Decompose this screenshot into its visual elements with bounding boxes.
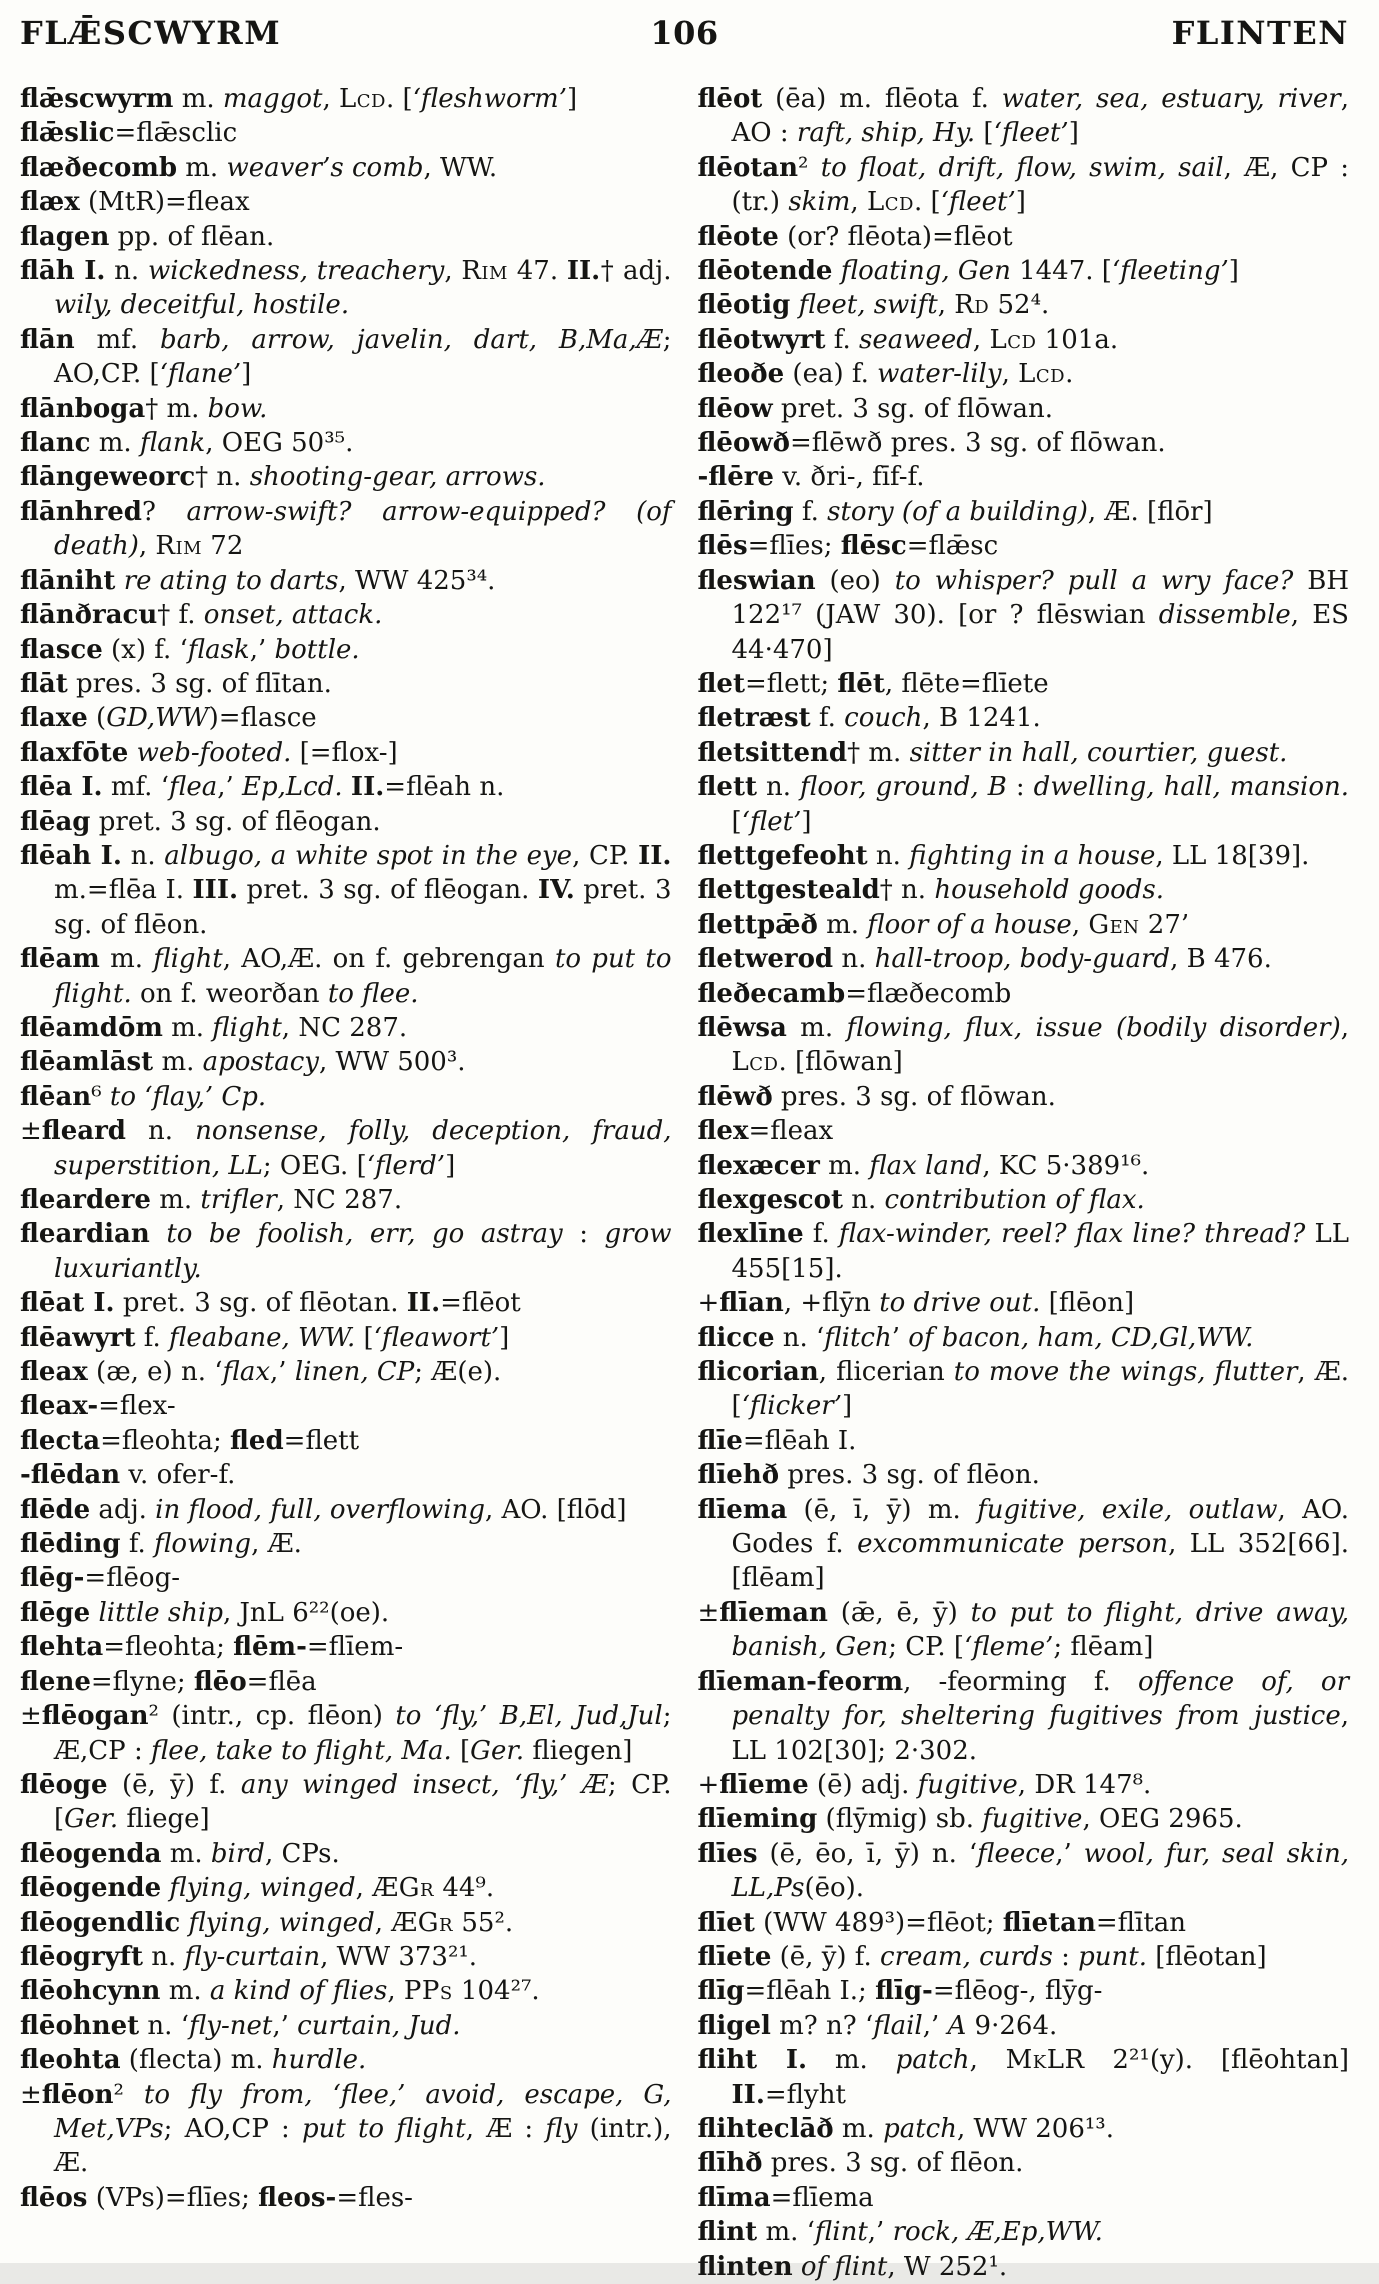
dictionary-entry: fletwerod n. hall-troop, body-guard, B 476. <box>697 944 1272 975</box>
dictionary-entry: flēam m. flight, AO,Æ. on f. gebrengan to put to flight. on f. weorðan to flee. <box>20 944 672 1009</box>
dictionary-entry: ±flīeman (ǣ, ē, ȳ) to put to flight, drive away, banish, Gen; CP. [‘fleme’; flēam] <box>697 1597 1349 1663</box>
dictionary-entry: flettgesteald† n. household goods. <box>697 875 1165 906</box>
dictionary-entry: fleðecamb=flæðecomb <box>697 978 1012 1009</box>
column-right <box>698 82 1350 2284</box>
dictionary-entry: flēde adj. in flood, full, overflowing, AO. [flōd] <box>20 1494 627 1525</box>
dictionary-entry: flēah I. n. albugo, a white spot in the eye, CP. II. m.=flēa I. III. pret. 3 sg. of flēogan. IV. pret. 3 sg. of flēon. <box>20 840 672 940</box>
dictionary-entry: flēogendlic flying, winged, ÆGr 55². <box>20 1907 514 1938</box>
dictionary-entry: flīehð pres. 3 sg. of flēon. <box>697 1460 1040 1491</box>
dictionary-entry: flagen pp. of flēan. <box>20 221 275 252</box>
dictionary-entry: ±fleard n. nonsense, folly, deception, fraud, superstition, LL; OEG. [‘flerd’] <box>20 1116 672 1181</box>
dictionary-entry: flēs=flīes; flēsc=flǣsc <box>697 531 999 562</box>
dictionary-entry: flēogenda m. bird, CPs. <box>20 1838 340 1869</box>
running-head-left: FLǢSCWYRM <box>20 14 282 52</box>
dictionary-entry: flinten of flint, W 252¹. <box>697 2251 1008 2282</box>
dictionary-entry: flēan⁶ to ‘flay,’ Cp. <box>20 1081 267 1112</box>
running-head-right: FLINTEN <box>1171 14 1349 52</box>
dictionary-entry: flēotwyrt f. seaweed, Lcd 101a. <box>697 324 1119 355</box>
dictionary-entry: flēge little ship, JnL 6²²(oe). <box>20 1597 390 1628</box>
dictionary-entry: flēot (ēa) m. flēota f. water, sea, estuary, river, AO : raft, ship, Hy. [‘fleet’] <box>697 84 1349 149</box>
dictionary-entry: flānhred? arrow-swift? arrow-equipped? (of death), Rim 72 <box>20 496 672 562</box>
dictionary-entry: flēowð=flēwð pres. 3 sg. of flōwan. <box>697 428 1166 459</box>
dictionary-entry: flīhð pres. 3 sg. of flēon. <box>697 2148 1024 2179</box>
dictionary-entry: flaxe (GD,WW)=flasce <box>20 703 317 734</box>
dictionary-entry: -flēre v. ðri-, fīf-f. <box>697 462 925 493</box>
dictionary-entry: flicce n. ‘flitch’ of bacon, ham, CD,Gl,WW. <box>697 1322 1254 1353</box>
dictionary-entry: ±flēon² to fly from, ‘flee,’ avoid, escape, G, Met,VPs; AO,CP : put to flight, Æ : fly (intr.), Æ. <box>20 2079 672 2179</box>
dictionary-entry: flēotende floating, Gen 1447. [‘fleeting’] <box>697 256 1239 287</box>
dictionary-entry: flecta=fleohta; fled=flett <box>20 1425 360 1456</box>
page-number: 106 <box>650 14 719 52</box>
dictionary-entry: flīet (WW 489³)=flēot; flīetan=flītan <box>697 1907 1187 1938</box>
dictionary-entry: fleswian (eo) to whisper? pull a wry face? BH 122¹⁷ (JAW 30). [or ? flēswian dissemble, ES 44·470] <box>697 565 1350 665</box>
dictionary-entry: flēwsa m. flowing, flux, issue (bodily disorder), Lcd. [flōwan] <box>697 1012 1349 1078</box>
dictionary-entry: flāniht re ating to darts, WW 425³⁴. <box>20 565 496 596</box>
dictionary-entry: fleohta (flecta) m. hurdle. <box>20 2045 367 2076</box>
dictionary-entry: flettgefeoht n. fighting in a house, LL 18[39]. <box>697 840 1310 871</box>
dictionary-entry: fligel m? n? ‘flail,’ A 9·264. <box>697 2010 1058 2041</box>
dictionary-entry: fletsittend† m. sitter in hall, courtier, guest. <box>697 737 1288 768</box>
dictionary-entry: flīeming (flȳmig) sb. fugitive, OEG 2965. <box>697 1804 1243 1835</box>
dictionary-entry: flēg-=flēog- <box>20 1563 181 1594</box>
dictionary-entry: flēawyrt f. fleabane, WW. [‘fleawort’] <box>20 1322 510 1353</box>
dictionary-entry: flēogryft n. fly-curtain, WW 373²¹. <box>20 1941 478 1972</box>
dictionary-entry: flāt pres. 3 sg. of flītan. <box>20 668 332 699</box>
dictionary-entry: flaxfōte web-footed. [=flox-] <box>20 737 398 768</box>
dictionary-entry: flīeman-feorm, -feorming f. offence of, or penalty for, sheltering fugitives from justice, LL 102[30]; 2·302. <box>697 1666 1349 1766</box>
dictionary-entry: flēamdōm m. flight, NC 287. <box>20 1012 408 1043</box>
dictionary-entry: flēohnet n. ‘fly-net,’ curtain, Jud. <box>20 2010 461 2041</box>
dictionary-entry: flēat I. pret. 3 sg. of flēotan. II.=flēot <box>20 1288 521 1319</box>
dictionary-entry: flēote (or? flēota)=flēot <box>697 221 1013 252</box>
dictionary-entry: flēag pret. 3 sg. of flēogan. <box>20 806 381 837</box>
dictionary-entry: flēogende flying, winged, ÆGr 44⁹. <box>20 1873 495 1904</box>
dictionary-entry: flānboga† m. bow. <box>20 393 268 424</box>
dictionary-entry: ±flēogan² (intr., cp. flēon) to ‘fly,’ B,El, Jud,Jul; Æ,CP : flee, take to flight, Ma. [Ger. fliegen] <box>20 1701 672 1766</box>
dictionary-entry: flēoge (ē, ȳ) f. any winged insect, ‘fly,’ Æ; CP. [Ger. fliege] <box>20 1769 672 1835</box>
text-columns <box>20 82 1349 2284</box>
dictionary-entry: flīg=flēah I.; flīg-=flēog-, flȳg- <box>697 1976 1103 2007</box>
dictionary-entry: flēring f. story (of a building), Æ. [flōr] <box>697 496 1213 527</box>
dictionary-entry: flēos (VPs)=flīes; fleos-=fles- <box>20 2182 413 2213</box>
dictionary-entry: flēding f. flowing, Æ. <box>20 1529 302 1560</box>
dictionary-entry: flǣslic=flǣsclic <box>20 118 238 149</box>
dictionary-entry: flene=flyne; flēo=flēa <box>20 1666 317 1697</box>
dictionary-entry: flexæcer m. flax land, KC 5·389¹⁶. <box>697 1150 1150 1181</box>
dictionary-entry: flīma=flīema <box>697 2182 874 2213</box>
dictionary-entry: flāngeweorc† n. shooting-gear, arrows. <box>20 462 546 493</box>
dictionary-entry: flexlīne f. flax-winder, reel? flax line? thread? LL 455[15]. <box>697 1219 1349 1284</box>
dictionary-entry: -flēdan v. ofer-f. <box>20 1460 236 1491</box>
column-left <box>20 82 672 2284</box>
running-head <box>20 14 1349 52</box>
dictionary-entry: fleoðe (ea) f. water-lily, Lcd. <box>697 359 1074 390</box>
dictionary-entry: flint m. ‘flint,’ rock, Æ,Ep,WW. <box>697 2217 1103 2248</box>
dictionary-entry: flex=fleax <box>697 1116 834 1147</box>
dictionary-entry: +flīeme (ē) adj. fugitive, DR 147⁸. <box>697 1769 1152 1800</box>
dictionary-entry: fleax-=flex- <box>20 1391 176 1422</box>
dictionary-entry: flīes (ē, ēo, ī, ȳ) n. ‘fleece,’ wool, fur, seal skin, LL,Ps(ēo). <box>697 1838 1350 1904</box>
dictionary-entry: flīete (ē, ȳ) f. cream, curds : punt. [flēotan] <box>697 1941 1267 1972</box>
dictionary-entry: flasce (x) f. ‘flask,’ bottle. <box>20 634 360 665</box>
dictionary-entry: flēotan² to float, drift, flow, swim, sail, Æ, CP : (tr.) skim, Lcd. [‘fleet’] <box>697 152 1350 218</box>
dictionary-entry: flettpǣð m. floor of a house, Gen 27’ <box>697 909 1190 940</box>
dictionary-entry: flēamlāst m. apostacy, WW 500³. <box>20 1047 466 1078</box>
dictionary-entry: flæðecomb m. weaver’s comb, WW. <box>20 152 498 183</box>
dictionary-entry: flett n. floor, ground, B : dwelling, hall, mansion. [‘flet’] <box>697 772 1349 837</box>
dictionary-entry: flānðracu† f. onset, attack. <box>20 600 383 631</box>
dictionary-entry: flāh I. n. wickedness, treachery, Rim 47. II.† adj. wily, deceitful, hostile. <box>20 256 672 321</box>
dictionary-entry: fleax (æ, e) n. ‘flax,’ linen, CP; Æ(e). <box>20 1357 502 1388</box>
dictionary-entry: flihteclāð m. patch, WW 206¹³. <box>697 2113 1114 2144</box>
dictionary-entry: fleardere m. trifler, NC 287. <box>20 1185 403 1215</box>
dictionary-entry: flicorian, flicerian to move the wings, flutter, Æ. [‘flicker’] <box>697 1357 1349 1422</box>
dictionary-entry: flēotig fleet, swift, Rd 52⁴. <box>697 290 1050 321</box>
dictionary-entry: fliht I. m. patch, MkLR 2²¹(y). [flēohtan] II.=flyht <box>697 2045 1350 2110</box>
dictionary-entry: flēa I. mf. ‘flea,’ Ep,Lcd. II.=flēah n. <box>20 772 505 803</box>
dictionary-entry: flēwð pres. 3 sg. of flōwan. <box>697 1081 1056 1112</box>
dictionary-entry: flīema (ē, ī, ȳ) m. fugitive, exile, outlaw, AO. Godes f. excommunicate person, LL 352[66]. [flēam] <box>697 1494 1349 1594</box>
dictionary-entry: flæx (MtR)=fleax <box>20 187 250 218</box>
dictionary-entry: flexgescot n. contribution of flax. <box>697 1185 1145 1215</box>
dictionary-entry: flet=flett; flēt, flēte=flīete <box>697 668 1049 699</box>
dictionary-entry: fletræst f. couch, B 1241. <box>697 703 1041 734</box>
dictionary-entry: flēohcynn m. a kind of flies, PPs 104²⁷. <box>20 1976 540 2007</box>
dictionary-entry: flǣscwyrm m. maggot, Lcd. [‘fleshworm’] <box>20 84 578 114</box>
dictionary-entry: fleardian to be foolish, err, go astray : grow luxuriantly. <box>20 1219 672 1284</box>
dictionary-entry: flān mf. barb, arrow, javelin, dart, B,Ma,Æ; AO,CP. [‘flane’] <box>20 324 672 390</box>
dictionary-entry: flīe=flēah I. <box>697 1425 857 1456</box>
dictionary-entry: flēow pret. 3 sg. of flōwan. <box>697 393 1053 424</box>
dictionary-entry: flehta=fleohta; flēm-=flīem- <box>20 1632 404 1663</box>
dictionary-entry: flanc m. flank, OEG 50³⁵. <box>20 428 354 459</box>
dictionary-entry: +flīan, +flȳn to drive out. [flēon] <box>697 1288 1135 1319</box>
